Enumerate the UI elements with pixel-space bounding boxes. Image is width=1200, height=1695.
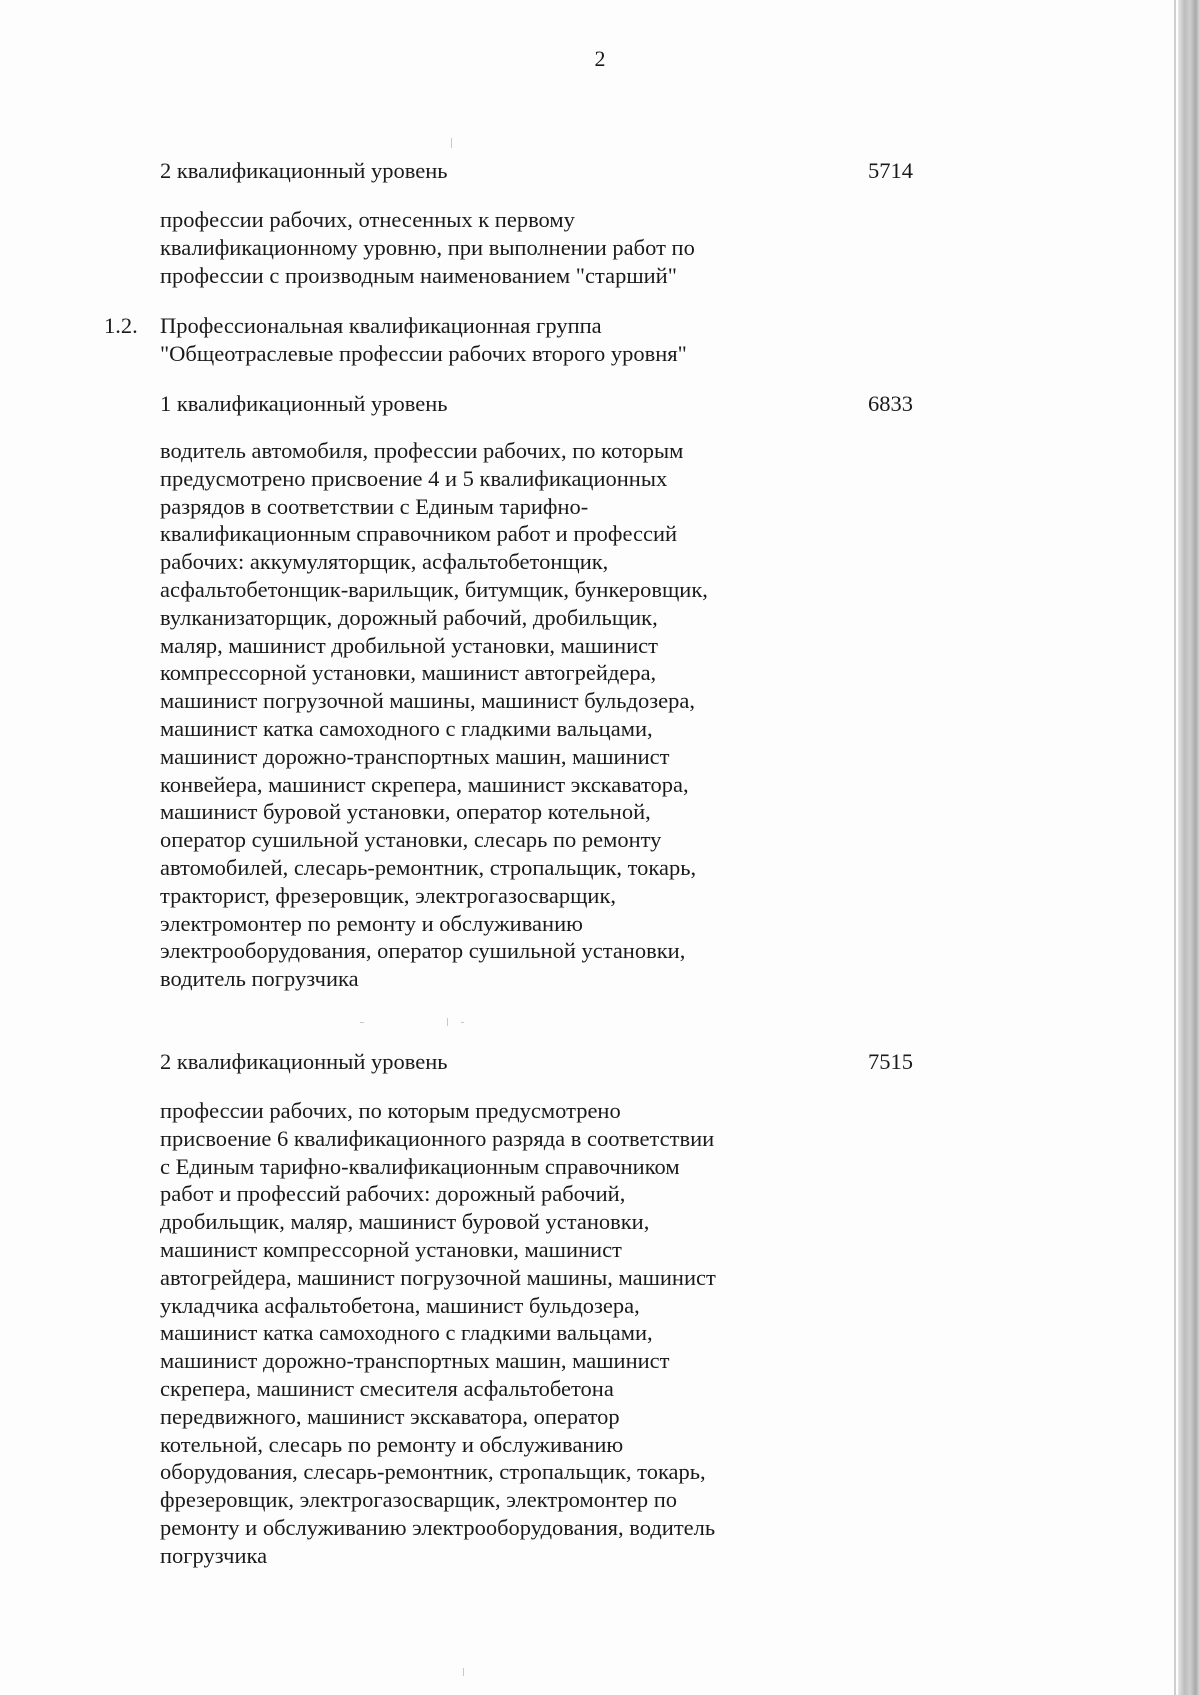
level-row: [0, 157, 1200, 187]
group-number: 1.2.: [104, 313, 138, 338]
level-label: 2 квалификационный уровень: [160, 1049, 448, 1074]
scan-edge-shadow: [1178, 0, 1200, 1695]
page-number: 2: [594, 46, 606, 71]
scan-speck: [463, 1668, 464, 1676]
level-label: 1 квалификационный уровень: [160, 391, 448, 416]
level-label: 2 квалификационный уровень: [160, 158, 448, 183]
level-description: профессии рабочих, отнесенных к первому квалификационному уровню, при выполнении работ по профессии с производным наименованием "старший": [160, 207, 695, 288]
level-description: водитель автомобиля, профессии рабочих, по которым предусмотрено присвоение 4 и 5 квалификационных разрядов в соответствии с Единым тарифно- квалификационным справочником работ и профессий рабочих: аккумуляторщик, асфальтобетонщик, асфальтобетонщик-варильщик, битумщик, бункеровщик, вулканизаторщик, дорожный рабочий, дробильщик, маляр, машинист дробильной установки, машинист компрессорной установки, машинист автогрейдера, машинист погрузочной машины, машинист бульдозера, машинист катка самоходного с гладкими вальцами, машинист дорожно-транспортных машин, машинист конвейера, машинист скрепера, машинист экскаватора, машинист буровой установки, оператор котельной, оператор сушильной установки, слесарь по ремонту автомобилей, слесарь-ремонтник, стропальщик, токарь, тракторист, фрезеровщик, электрогазосварщик, электромонтер по ремонту и обслуживанию электрооборудования, оператор сушильной установки, водитель погрузчика: [160, 438, 708, 992]
level-description: профессии рабочих, по которым предусмотрено присвоение 6 квалификационного разряда в соответствии с Единым тарифно-квалификационным справочником работ и профессий рабочих: дорожный рабочий, дробильщик, маляр, машинист буровой установки, машинист компрессорной установки, машинист автогрейдера, машинист погрузочной машины, машинист укладчика асфальтобетона, машинист бульдозера, машинист катка самоходного с гладкими вальцами, машинист дорожно-транспортных машин, машинист скрепера, машинист смесителя асфальтобетона передвижного, машинист экскаватора, оператор котельной, слесарь по ремонту и обслуживанию оборудования, слесарь-ремонтник, стропальщик, токарь, фрезеровщик, электрогазосварщик, электромонтер по ремонту и обслуживанию электрооборудования, водитель погрузчика: [160, 1098, 716, 1568]
level-value: 7515: [868, 1049, 913, 1074]
scan-edge-line: [1174, 0, 1176, 1695]
scan-speck: [461, 1022, 464, 1023]
level-value: 6833: [868, 391, 913, 416]
level-row: [0, 390, 1200, 420]
level-value: 5714: [868, 158, 913, 183]
group-title: Профессиональная квалификационная группа "Общеотраслевые профессии рабочих второго уровня": [160, 313, 687, 366]
scan-speck: [447, 1018, 448, 1026]
scan-speck: [451, 138, 452, 148]
scan-speck: [360, 1022, 364, 1023]
level-row: [0, 1048, 1200, 1078]
